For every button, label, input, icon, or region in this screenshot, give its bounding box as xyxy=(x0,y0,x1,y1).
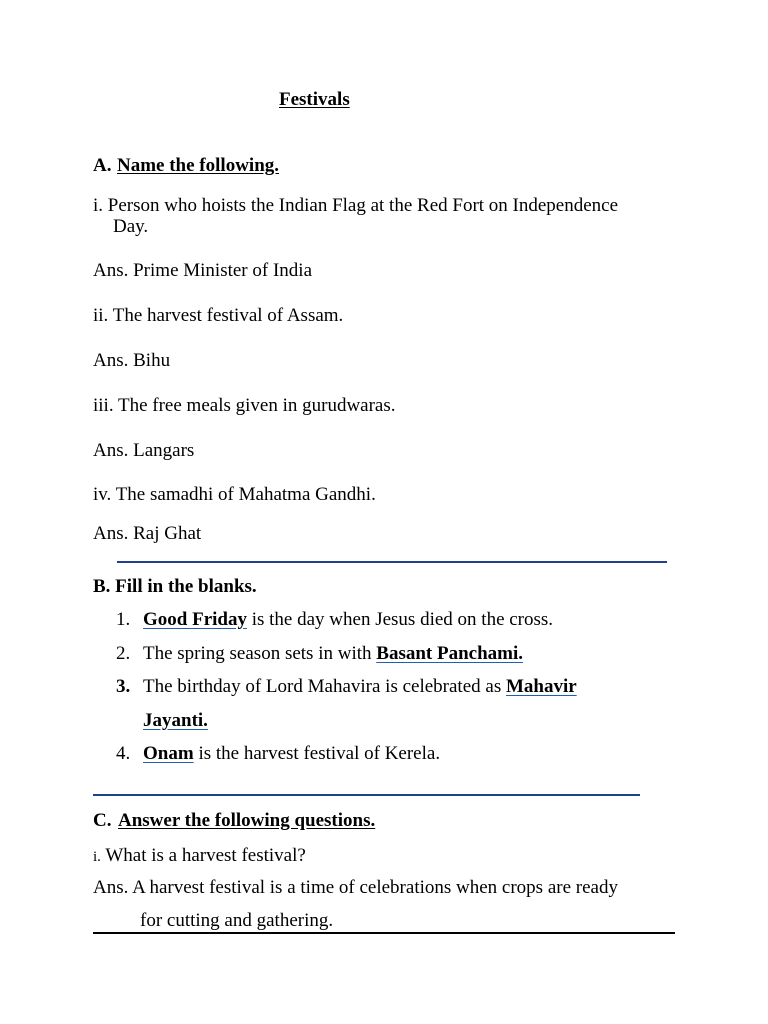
blank-3-answer: Mahavir xyxy=(505,676,577,697)
blank-2-line xyxy=(143,643,523,665)
section-a-letter: A. xyxy=(93,155,112,176)
answer-1: Ans. Prime Minister of India xyxy=(93,260,313,281)
section-a-divider xyxy=(117,561,667,563)
blank-4-line xyxy=(143,743,440,765)
blank-1-answer: Good Friday xyxy=(143,609,247,630)
blank-2-number: 2. xyxy=(116,643,131,664)
blank-1-line xyxy=(143,609,553,631)
section-c-divider xyxy=(93,932,675,934)
question-1-line-2: Day. xyxy=(113,216,149,237)
blank-1-text: is the day when Jesus died on the cross. xyxy=(246,609,554,630)
blank-3-number: 3. xyxy=(116,676,131,697)
question-3: iii. The free meals given in gurudwaras. xyxy=(93,395,396,416)
section-b-divider xyxy=(93,794,640,796)
answer-2: Ans. Bihu xyxy=(93,350,171,371)
question-1-line-1: i. Person who hoists the Indian Flag at the Red Fort on Independence xyxy=(93,195,619,216)
blank-4-text: is the harvest festival of Kerela. xyxy=(193,743,441,764)
section-c-heading: Answer the following questions. xyxy=(118,810,376,831)
answer-4: Ans. Raj Ghat xyxy=(93,523,202,544)
section-c-answer-line-2: for cutting and gathering. xyxy=(140,910,334,931)
section-c-question xyxy=(93,845,306,868)
blank-2-answer: Basant Panchami. xyxy=(376,643,524,664)
blank-3-text: The birthday of Lord Mahavira is celebrated as xyxy=(143,676,506,697)
blank-4-answer: Onam xyxy=(143,743,194,764)
answer-3: Ans. Langars xyxy=(93,440,195,461)
blank-4-number: 4. xyxy=(116,743,131,764)
section-c-question-number: i. xyxy=(93,849,101,865)
section-c-answer-line-1: Ans. A harvest festival is a time of celebrations when crops are ready xyxy=(93,877,618,898)
section-c-letter: C. xyxy=(93,810,112,831)
question-4: iv. The samadhi of Mahatma Gandhi. xyxy=(93,484,376,505)
blank-3-answer-cont: Jayanti. xyxy=(143,710,208,731)
section-a-heading: Name the following. xyxy=(117,155,280,176)
section-b-heading: B. Fill in the blanks. xyxy=(93,576,257,597)
blank-1-number: 1. xyxy=(116,609,131,630)
section-c-question-text: What is a harvest festival? xyxy=(100,845,306,866)
question-2: ii. The harvest festival of Assam. xyxy=(93,305,344,326)
blank-2-text: The spring season sets in with xyxy=(143,643,377,664)
page-title: Festivals xyxy=(279,89,350,110)
blank-3-line-2 xyxy=(143,710,208,732)
blank-3-line xyxy=(143,676,577,698)
